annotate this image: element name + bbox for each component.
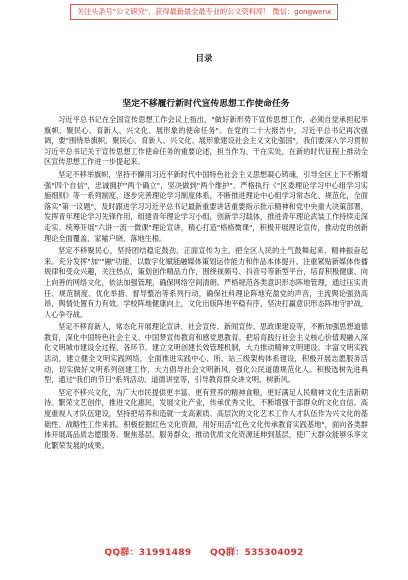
paragraph-newcomers: 坚定不移育新人，常态化开展理论宣讲、社会宣传、新闻宣传、思政课建设等，不断加强思想道德教育，深化中国特色社会主义、中国梦宣传教育和感党恩教育。把培育践行社会主义核心价值观融入深化文明城市建设全过程、各环节。建立文明创建长效管理机制，大力推动精神文明建设。丰富文明实践活动，建立健全文明实践网络，全面推进实践中心、所、站三级架构体系建设，积极开展志愿服务活动，切实做好文明系列创建工作，大力倡导社会文明新风、强化公民道德规范化人。积极选树先进典型，通过"我们的节日"系列活动、道德讲堂等，引导教育群众讲文明、树新风。 xyxy=(44,322,368,385)
document-title: 坚定不移履行新时代宣传思想工作使命任务 xyxy=(122,99,290,109)
paragraph-hearts: 坚定不移聚民心，坚持团结稳定鼓劲、正面宣传为主，把全区人民的士气鼓舞起来、精神振奋起来。充分发挥"加""融"功能，以数字化赋能融媒体策划运作能力和作品本体提升。注重紧贴新媒体传播规律和受众兴趣，关注热点，策划创作精品力作，围绕视频号、抖音号等新型平台，培育积极健康、向上向善的网络文化，依法加强管理，确保网络空间清朗。严格规范各类意识形态阵地管理，通过压实责任、规范制度、优化举措、督导整治等系列行动，确保社科理论阵地充盈党的声音，主流舆论强劲高昂，舆情处置有力有效。学校阵地健康向上，文化出版阵地平稳有序，坚决打赢意识形态阵地守护战，人心争夺战。 xyxy=(44,246,368,319)
paragraph-culture: 坚定不移兴文化，为广大市民提供更丰富、更有营养的精神食粮，更好满足人民精神文化生活新期待。繁荣文艺创作，推进文化惠民，发展文化产业，传承优秀文化，不断增强干部群众的文化自信。高度重视人才队伍建设，坚持把培养和造就一支高素质、高层次的文化艺术工作人才队伍作为兴文化的基础性、战略性工作来抓。积极挖掘红色文化资源，用好用活"红色文化传承教育实践基地"，面向各类群体开展高品质志愿服务。聚焦基层、服务群众，推动优质文化资源延伸到基层，使广大群众能够乐享文化繁荣发展的成果。 xyxy=(44,387,368,450)
document-body xyxy=(44,96,368,453)
paragraph-flag: 坚定不移举旗帜，坚持不懈用习近平新时代中国特色社会主义思想凝心铸魂，引导全区上下不断增强"四个自信"，忠诚拥护"两个确立"，坚决做到"两个维护"。严格执行《"区委理论学习中心组学习实施细则》等一系列制度，逐步完善理论学习制度体系，不断推进理论中心组学习常态化、规范化，全面落实"第一议题"，及时跟进学习习近平总书记最新重要讲话重要指示批示精神和党中央重大决策部署，发挥青年理论学习先锋作用，组建青年理论学习小组，创新学习载体，推进青年理论武装工作持续走深走实。统筹开展"六讲一流一微课"理论宣讲，精心打造"格格微课"，积极开展理论宣传，推动党的创新理论全面覆盖、家喻户晓、落地生根。 xyxy=(44,169,368,243)
paragraph-intro: 习近平总书记在全国宣传思想工作会议上指出，"做好新形势下宣传思想工作，必须自觉承担起举旗帜、聚民心、育新人、兴文化、展形象的使命任务"。在党的二十大报告中，习近平总书记再次强调，要"围绕举旗帜、聚民心、育新人、兴文化、展形象建设社会主义文化强国"，我们要深入学习贯彻习近平总书记关于宣传思想工作使命任务的重要论述，担当作为、干在实处，在新的时代征程上推动全区宣传思想工作进一步提起来。 xyxy=(44,115,368,167)
top-banner: 关注头条号"公文研究"，获得最新最全最专业的公文资料库！ 微信：gongwenx xyxy=(70,4,338,20)
toc-title: 目录 xyxy=(195,54,213,64)
footer-qq-groups: QQ群：31991489 QQ群：535304092 xyxy=(104,548,304,558)
